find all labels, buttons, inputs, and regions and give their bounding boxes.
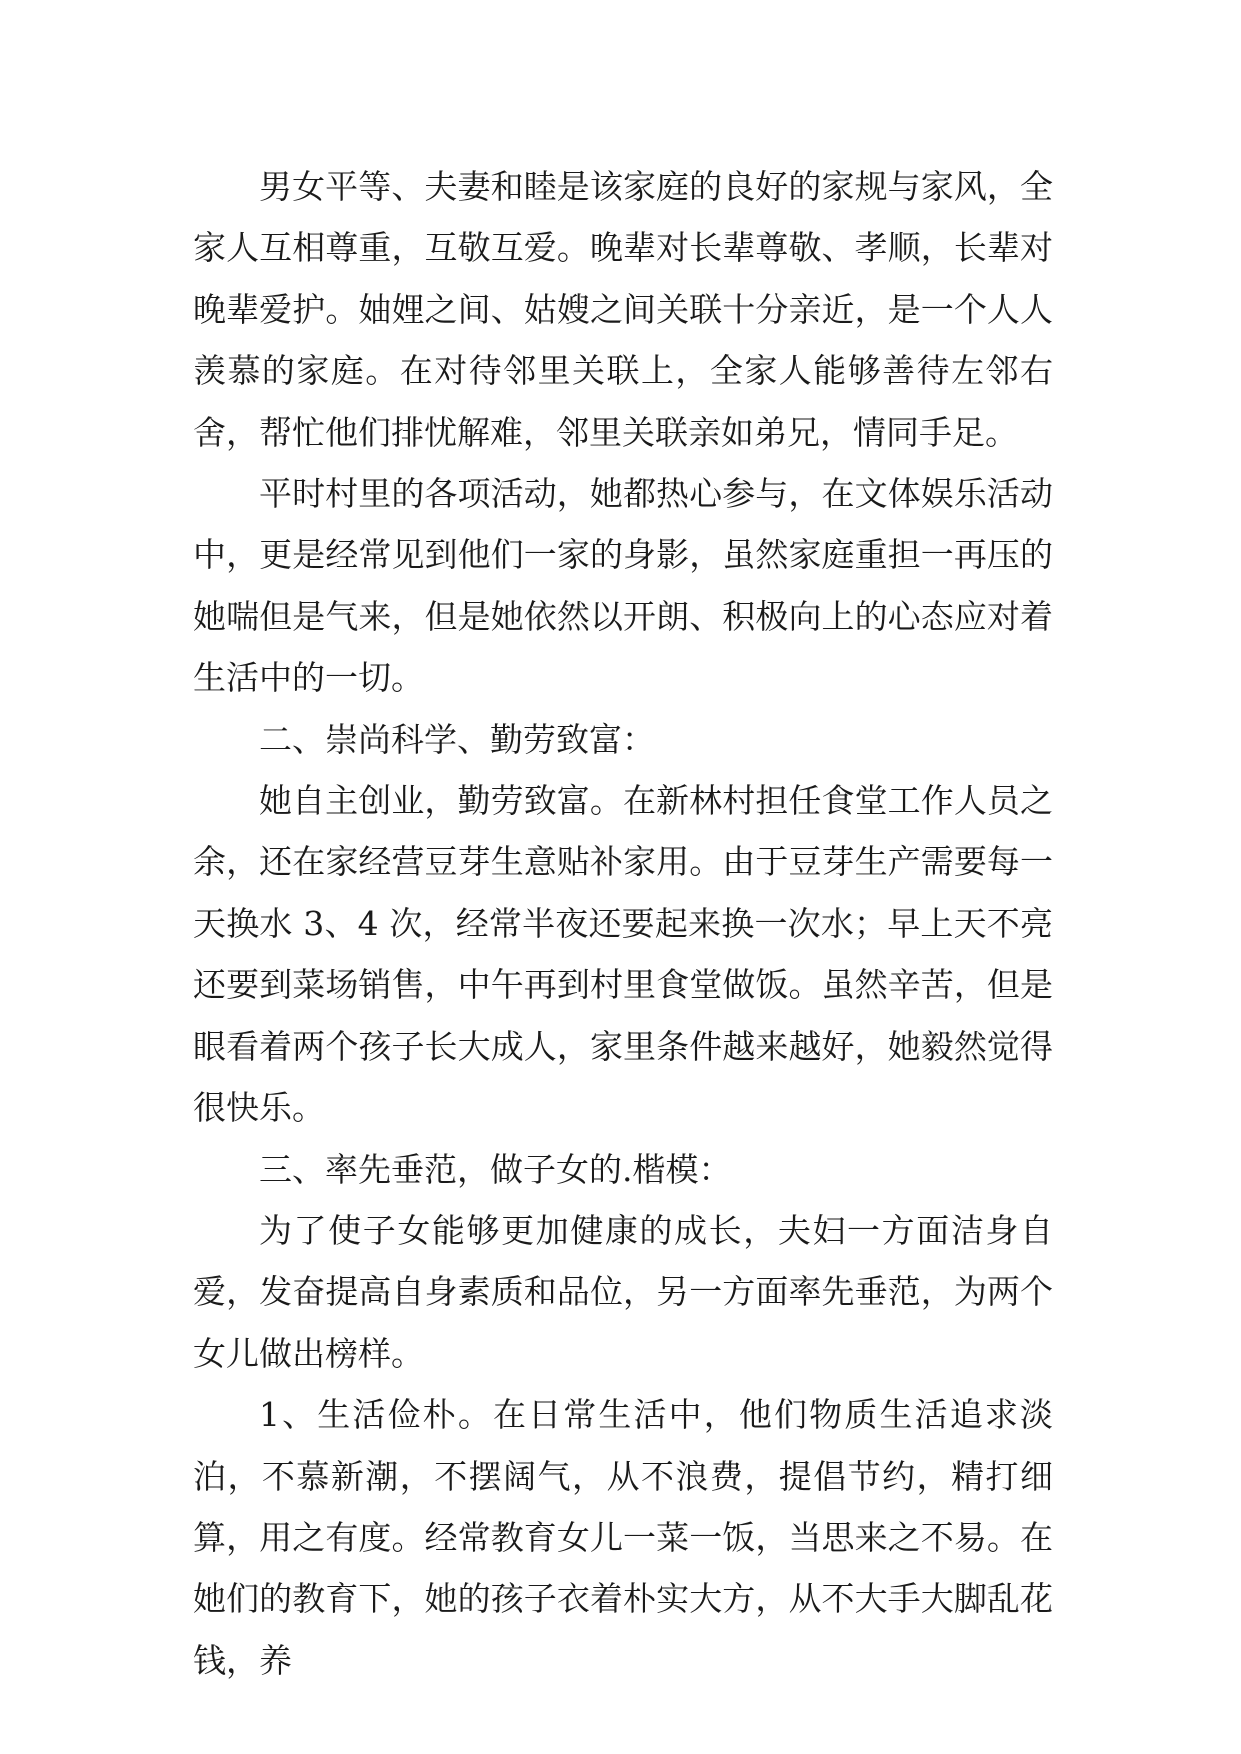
body-text [193,156,1053,1691]
paragraph-frugal-living: 1、生活俭朴。在日常生活中，他们物质生活追求淡泊，不慕新潮，不摆阔气，从不浪费，提倡节约，精打细算，用之有度。经常教育女儿一菜一饭，当思来之不易。在她们的教育下，她的孩子衣着朴实大方，从不大手大脚乱花钱，养 [193,1395,1053,1680]
paragraph-entrepreneurship: 她自主创业，勤劳致富。在新林村担任食堂工作人员之余，还在家经营豆芽生意贴补家用。由于豆芽生产需要每一天换水 3、4 次，经常半夜还要起来换一次水；早上天不亮还要到菜场销售，中午再到村里食堂做饭。虽然辛苦，但是眼看着两个孩子长大成人，家里条件越来越好，她毅然觉得很快乐。 [193,781,1053,1128]
paragraph-children-growth: 为了使子女能够更加健康的成长，夫妇一方面洁身自爱，发奋提高自身素质和品位，另一方面率先垂范，为两个女儿做出榜样。 [193,1210,1053,1373]
paragraph-village-activities: 平时村里的各项活动，她都热心参与，在文体娱乐活动中，更是经常见到他们一家的身影，虽然家庭重担一再压的她喘但是气来，但是她依然以开朗、积极向上的心态应对着生活中的一切。 [193,474,1053,698]
section-heading-science-diligence: 二、崇尚科学、勤劳致富： [259,719,655,759]
section-heading-role-model: 三、率先垂范，做子女的.楷模： [259,1149,732,1189]
paragraph-family-harmony: 男女平等、夫妻和睦是该家庭的良好的家规与家风，全家人互相尊重，互敬互爱。晚辈对长辈尊敬、孝顺，长辈对晚辈爱护。妯娌之间、姑嫂之间关联十分亲近，是一个人人羡慕的家庭。在对待邻里关联上，全家人能够善待左邻右舍，帮忙他们排忧解难，邻里关联亲如弟兄，情同手足。 [193,167,1053,452]
